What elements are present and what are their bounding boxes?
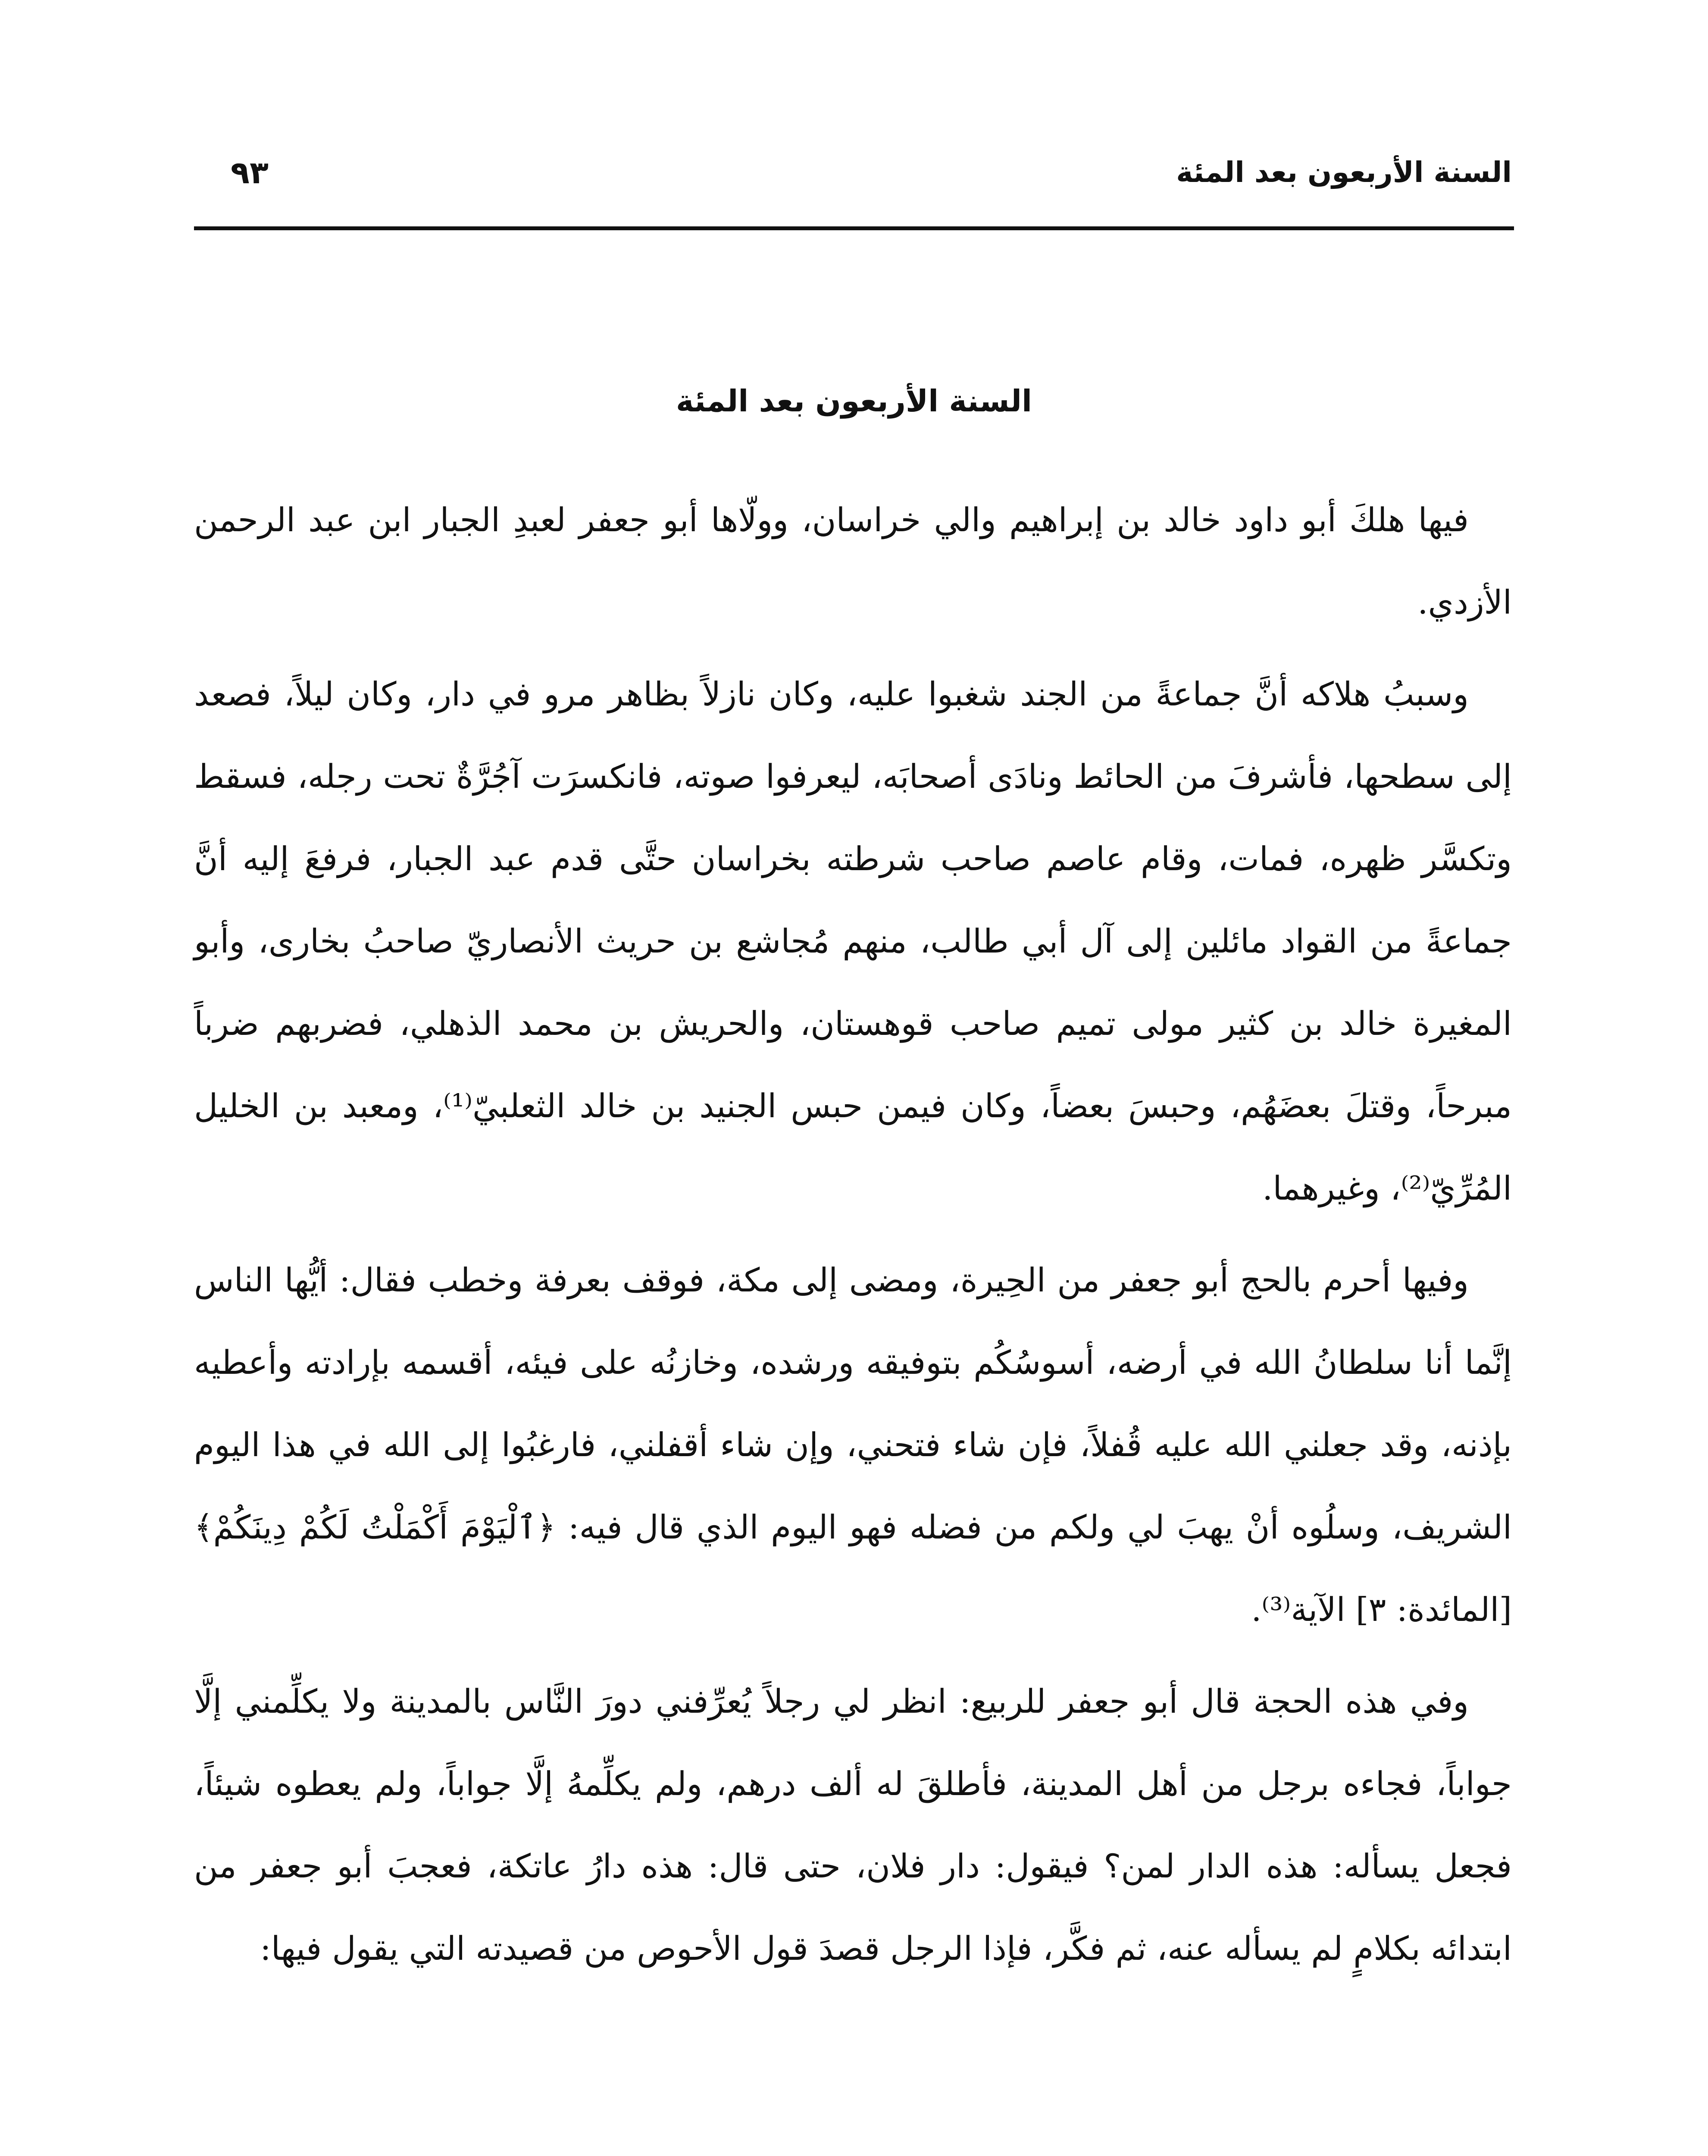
paragraph: وفيها أحرم بالحج أبو جعفر من الحِيرة، ومضى إلى مكة، فوقف بعرفة وخطب فقال: أيُّها الناس إنَّما أنا سلطانُ الله في أرضه، أسوسُكُم بتوفيقه ورشده، وخازنُه على فيئه، أقسمه بإرادته وأعطيه بإذنه، وقد جعلني الله عليه قُفلاً، فإن شاء فتحني، وإن شاء أقفلني، فارغبُوا إلى الله في هذا اليوم الشريف، وسلُوه أنْ يهبَ لي ولكم من فضله فهو اليوم الذي قال فيه: ﴿ٱلْيَوْمَ أَكْمَلْتُ لَكُمْ دِينَكُمْ﴾ [المائدة: ٣] الآية⁽³⁾. [194, 1261, 1512, 1629]
header-rule [194, 226, 1514, 230]
running-title: السنة الأربعون بعد المئة [1176, 156, 1512, 189]
paragraph: وسببُ هلاكه أنَّ جماعةً من الجند شغبوا عليه، وكان نازلاً بظاهر مرو في دار، وكان ليلاً، فصعد إلى سطحها، فأشرفَ من الحائط ونادَى أصحابَه، ليعرفوا صوته، فانكسرَت آجُرَّةٌ تحت رجله، فسقط وتكسَّر ظهره، فمات، وقام عاصم صاحب شرطته بخراسان حتَّى قدم عبد الجبار، فرفعَ إليه أنَّ جماعةً من القواد مائلين إلى آل أبي طالب، منهم مُجاشع بن حريث الأنصاريّ صاحبُ بخارى، وأبو المغيرة خالد بن كثير مولى تميم صاحب قوهستان، والحريش بن محمد الذهلي، فضربهم ضرباً مبرحاً، وقتلَ بعضَهُم، وحبسَ بعضاً، وكان فيمن حبس الجنيد بن خالد الثعلبيّ⁽¹⁾، ومعبد بن الخليل المُرِّيّ⁽²⁾، وغيرهما. [194, 675, 1512, 1207]
paragraph: وفي هذه الحجة قال أبو جعفر للربيع: انظر لي رجلاً يُعرِّفني دورَ النَّاس بالمدينة ولا يكلِّمني إلَّا جواباً، فجاءه برجل من أهل المدينة، فأطلقَ له ألف درهم، ولم يكلِّمهُ إلَّا جواباً، ولم يعطوه شيئاً، فجعل يسأله: هذه الدار لمن؟ فيقول: دار فلان، حتى قال: هذه دارُ عاتكة، فعجبَ أبو جعفر من ابتدائه بكلامٍ لم يسأله عنه، ثم فكَّر، فإذا الرجل قصدَ قول الأحوص من قصيدته التي يقول فيها: [194, 1682, 1512, 1968]
section-heading: السنة الأربعون بعد المئة [676, 383, 1032, 419]
body-text [194, 479, 1512, 1999]
running-header [196, 142, 1512, 203]
paragraph: فيها هلكَ أبو داود خالد بن إبراهيم والي خراسان، وولّاها أبو جعفر لعبدِ الجبار ابن عبد الرحمن الأزدي. [194, 501, 1512, 621]
page-number: ٩٣ [231, 154, 269, 191]
